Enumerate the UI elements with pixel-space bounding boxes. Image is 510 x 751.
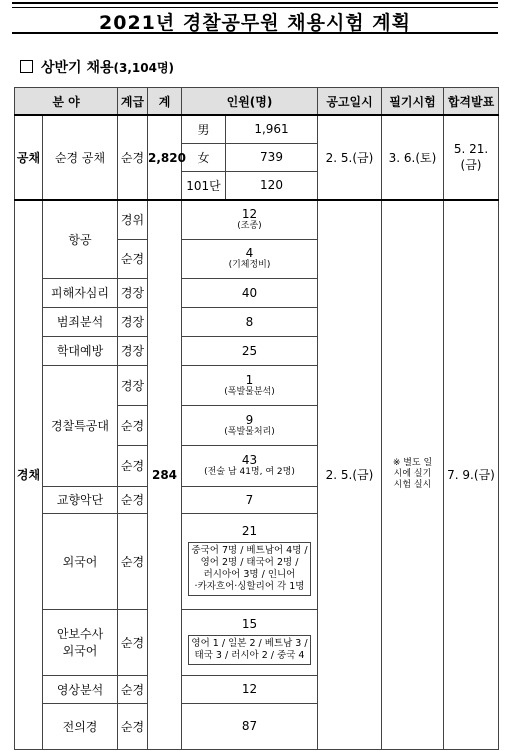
field-line: 외국어 [62, 644, 98, 658]
personnel-aviation-2 [182, 239, 318, 278]
rank-special-2: 순경 [118, 405, 148, 445]
personnel-value: 12 [241, 207, 258, 222]
section-label: 상반기 채용 [41, 60, 114, 76]
title-bar [12, 2, 498, 34]
group-gongchae: 공채 [15, 115, 43, 200]
header-notice-date: 공고일시 [318, 88, 382, 116]
rank-military: 순경 [118, 703, 148, 749]
personnel-label-101: 101단 [182, 171, 226, 200]
field-abuse: 학대예방 [43, 336, 118, 365]
personnel-label-female: 女 [182, 143, 226, 171]
field-special: 경찰특공대 [43, 365, 118, 486]
detail-line: 러시아어 3명 / 인니어 [203, 569, 296, 580]
personnel-video: 12 [182, 675, 318, 703]
page-title: 2021년 경찰공무원 채용시험 계획 [99, 12, 411, 34]
rank-special-1: 경장 [118, 365, 148, 405]
rank-video: 순경 [118, 675, 148, 703]
header-field: 분 야 [15, 88, 118, 116]
field-gongchae: 순경 공채 [43, 115, 118, 200]
header-written-exam: 필기시험 [382, 88, 444, 116]
rank-gongchae: 순경 [118, 115, 148, 200]
rank-special-3: 순경 [118, 445, 148, 486]
written-exam-note: ※ 별도 일시에 실기시험 실시 [382, 200, 444, 749]
personnel-security [182, 609, 318, 675]
field-foreign: 외국어 [43, 513, 118, 609]
field-aviation: 항공 [43, 200, 118, 278]
table-header-row [15, 88, 499, 116]
total-gyeongchae: 284 [148, 200, 182, 749]
header-announcement: 합격발표 [444, 88, 499, 116]
table-row [15, 200, 499, 239]
rank-abuse: 경장 [118, 336, 148, 365]
personnel-value-101: 120 [226, 171, 318, 200]
personnel-foreign [182, 513, 318, 609]
personnel-crime: 8 [182, 307, 318, 336]
personnel-military: 87 [182, 703, 318, 749]
personnel-note: (폭발물처리) [224, 426, 275, 437]
field-victim: 피해자심리 [43, 278, 118, 307]
header-personnel: 인원(명) [182, 88, 318, 116]
personnel-special-2 [182, 405, 318, 445]
rank-victim: 경장 [118, 278, 148, 307]
personnel-value: 9 [245, 412, 254, 427]
personnel-value: 21 [241, 524, 258, 538]
personnel-victim: 40 [182, 278, 318, 307]
rank-aviation-2: 순경 [118, 239, 148, 278]
personnel-abuse: 25 [182, 336, 318, 365]
announcement-gongchae: 5. 21.(금) [444, 115, 499, 200]
personnel-value-female: 739 [226, 143, 318, 171]
table-row [15, 115, 499, 143]
personnel-value: 1 [245, 372, 254, 387]
checkbox-square-icon [20, 60, 33, 73]
group-gyeongchae: 경채 [15, 200, 43, 749]
rank-aviation-1: 경위 [118, 200, 148, 239]
personnel-band: 7 [182, 486, 318, 513]
personnel-note: (조종) [237, 221, 262, 232]
field-line: 안보수사 [56, 627, 104, 641]
personnel-value: 4 [245, 246, 254, 260]
personnel-value: 15 [241, 616, 258, 631]
detail-line: 영어 2명 / 태국어 2명 / [200, 557, 299, 568]
personnel-note: (폭발물분석) [224, 386, 275, 397]
personnel-note: (전술 남 41명, 여 2명) [204, 467, 295, 477]
notice-date-gongchae: 2. 5.(금) [318, 115, 382, 200]
notice-date-gyeongchae: 2. 5.(금) [318, 200, 382, 749]
detail-line: 영어 1 / 일본 2 / 베트남 3 / [191, 637, 308, 649]
header-total: 계 [148, 88, 182, 116]
personnel-special-3 [182, 445, 318, 486]
field-security [43, 609, 118, 675]
personnel-value: 43 [241, 453, 258, 467]
personnel-note: (기체정비) [228, 260, 271, 270]
personnel-aviation-1 [182, 200, 318, 239]
detail-line: 중국어 7명 / 베트남어 4명 / [191, 545, 308, 556]
field-video: 영상분석 [43, 675, 118, 703]
written-exam-gongchae: 3. 6.(토) [382, 115, 444, 200]
personnel-value-male: 1,961 [226, 115, 318, 143]
rank-band: 순경 [118, 486, 148, 513]
personnel-special-1 [182, 365, 318, 405]
rank-crime: 경장 [118, 307, 148, 336]
rank-security: 순경 [118, 609, 148, 675]
total-gongchae: 2,820 [148, 115, 182, 200]
security-detail-box [188, 635, 311, 665]
section-heading [20, 57, 174, 77]
field-military: 전의경 [43, 703, 118, 749]
detail-line: ·카자흐어·싱할리어 각 1명 [194, 581, 305, 592]
field-crime: 범죄분석 [43, 307, 118, 336]
field-band: 교향악단 [43, 486, 118, 513]
detail-line: 태국 3 / 러시아 2 / 중국 4 [194, 649, 305, 661]
recruitment-table [14, 87, 499, 750]
section-count: (3,104명) [113, 61, 175, 75]
rank-foreign: 순경 [118, 513, 148, 609]
announcement-gyeongchae: 7. 9.(금) [444, 200, 499, 749]
foreign-detail-box [188, 542, 311, 596]
personnel-label-male: 男 [182, 115, 226, 143]
header-rank: 계급 [118, 88, 148, 116]
